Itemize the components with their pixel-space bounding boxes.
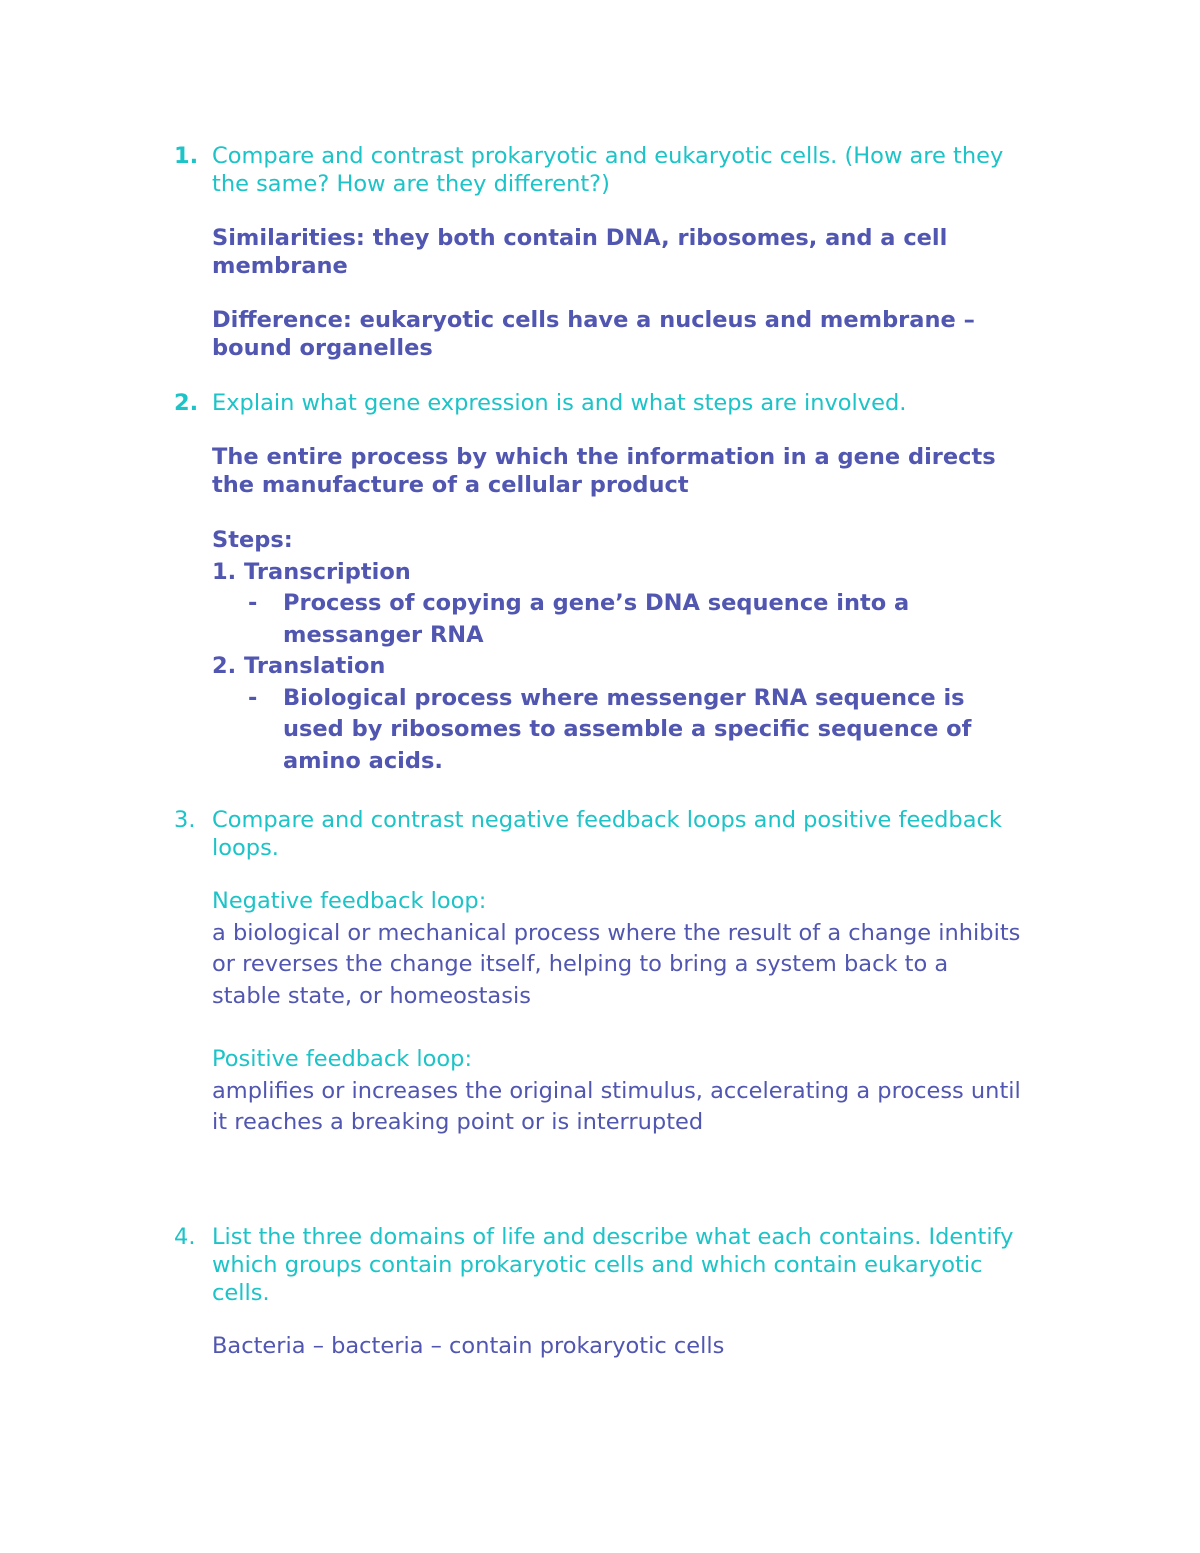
dash-bullet: -	[248, 684, 258, 711]
answer-definition	[212, 443, 1072, 499]
question-text-line: loops.	[212, 835, 279, 861]
answer-line: it reaches a breaking point or is interrupted	[212, 1109, 704, 1135]
question-text-line: which groups contain prokaryotic cells and which contain eukaryotic	[212, 1252, 983, 1278]
answer-line: Similarities: they both contain DNA, ribosomes, and a cell	[212, 225, 948, 251]
question-text-line: Explain what gene expression is and what steps are involved.	[212, 390, 907, 416]
answer-difference	[212, 306, 1072, 362]
question-4	[174, 1223, 1072, 1307]
question-text-line: the same? How are they different?)	[212, 171, 610, 197]
answer-line: stable state, or homeostasis	[212, 982, 531, 1009]
step-label: 1. Transcription	[212, 558, 411, 585]
answer-line: Bacteria – bacteria – contain prokaryotic cells	[212, 1333, 725, 1359]
answer-domains	[212, 1331, 1072, 1363]
answer-line: the manufacture of a cellular product	[212, 472, 689, 498]
answer-line: Difference: eukaryotic cells have a nucleus and membrane –	[212, 307, 975, 333]
answer-line: bound organelles	[212, 335, 433, 361]
step-detail-line: amino acids.	[283, 747, 443, 774]
question-number: 3.	[174, 807, 196, 833]
step-detail-line: Process of copying a gene’s DNA sequence into a	[283, 590, 910, 616]
question-text-line: cells.	[212, 1280, 270, 1306]
question-number: 2.	[174, 390, 199, 416]
step-detail-line: messanger RNA	[283, 621, 484, 648]
answer-similarities	[212, 224, 1072, 280]
positive-feedback-block	[212, 1044, 1072, 1139]
answer-line: a biological or mechanical process where the result of a change inhibits	[212, 919, 1021, 946]
negative-feedback-label: Negative feedback loop:	[212, 888, 487, 914]
dash-bullet: -	[248, 590, 258, 616]
question-3	[174, 806, 1072, 862]
answer-line: or reverses the change itself, helping to bring a system back to a	[212, 951, 949, 977]
step-detail	[212, 588, 1072, 651]
steps-label: Steps:	[212, 527, 293, 553]
step-detail-line: used by ribosomes to assemble a specific sequence of	[283, 716, 972, 742]
question-number: 1.	[174, 143, 199, 169]
step-detail	[212, 683, 1072, 778]
negative-feedback-block	[212, 886, 1072, 1012]
positive-feedback-label: Positive feedback loop:	[212, 1046, 473, 1072]
steps-block	[212, 525, 1072, 777]
step-detail-line: Biological process where messenger RNA sequence is	[283, 684, 965, 711]
step-label: 2. Translation	[212, 653, 386, 679]
question-text-line: Compare and contrast negative feedback loops and positive feedback	[212, 807, 1002, 833]
question-1	[174, 142, 1072, 198]
answer-line: The entire process by which the information in a gene directs	[212, 444, 996, 470]
question-text-line: Compare and contrast prokaryotic and eukaryotic cells. (How are they	[212, 143, 1004, 169]
question-number: 4.	[174, 1224, 196, 1250]
answer-line: amplifies or increases the original stimulus, accelerating a process until	[212, 1077, 1021, 1104]
answer-line: membrane	[212, 253, 348, 279]
question-2	[174, 389, 1072, 417]
question-text-line: List the three domains of life and describe what each contains. Identify	[212, 1224, 1014, 1250]
